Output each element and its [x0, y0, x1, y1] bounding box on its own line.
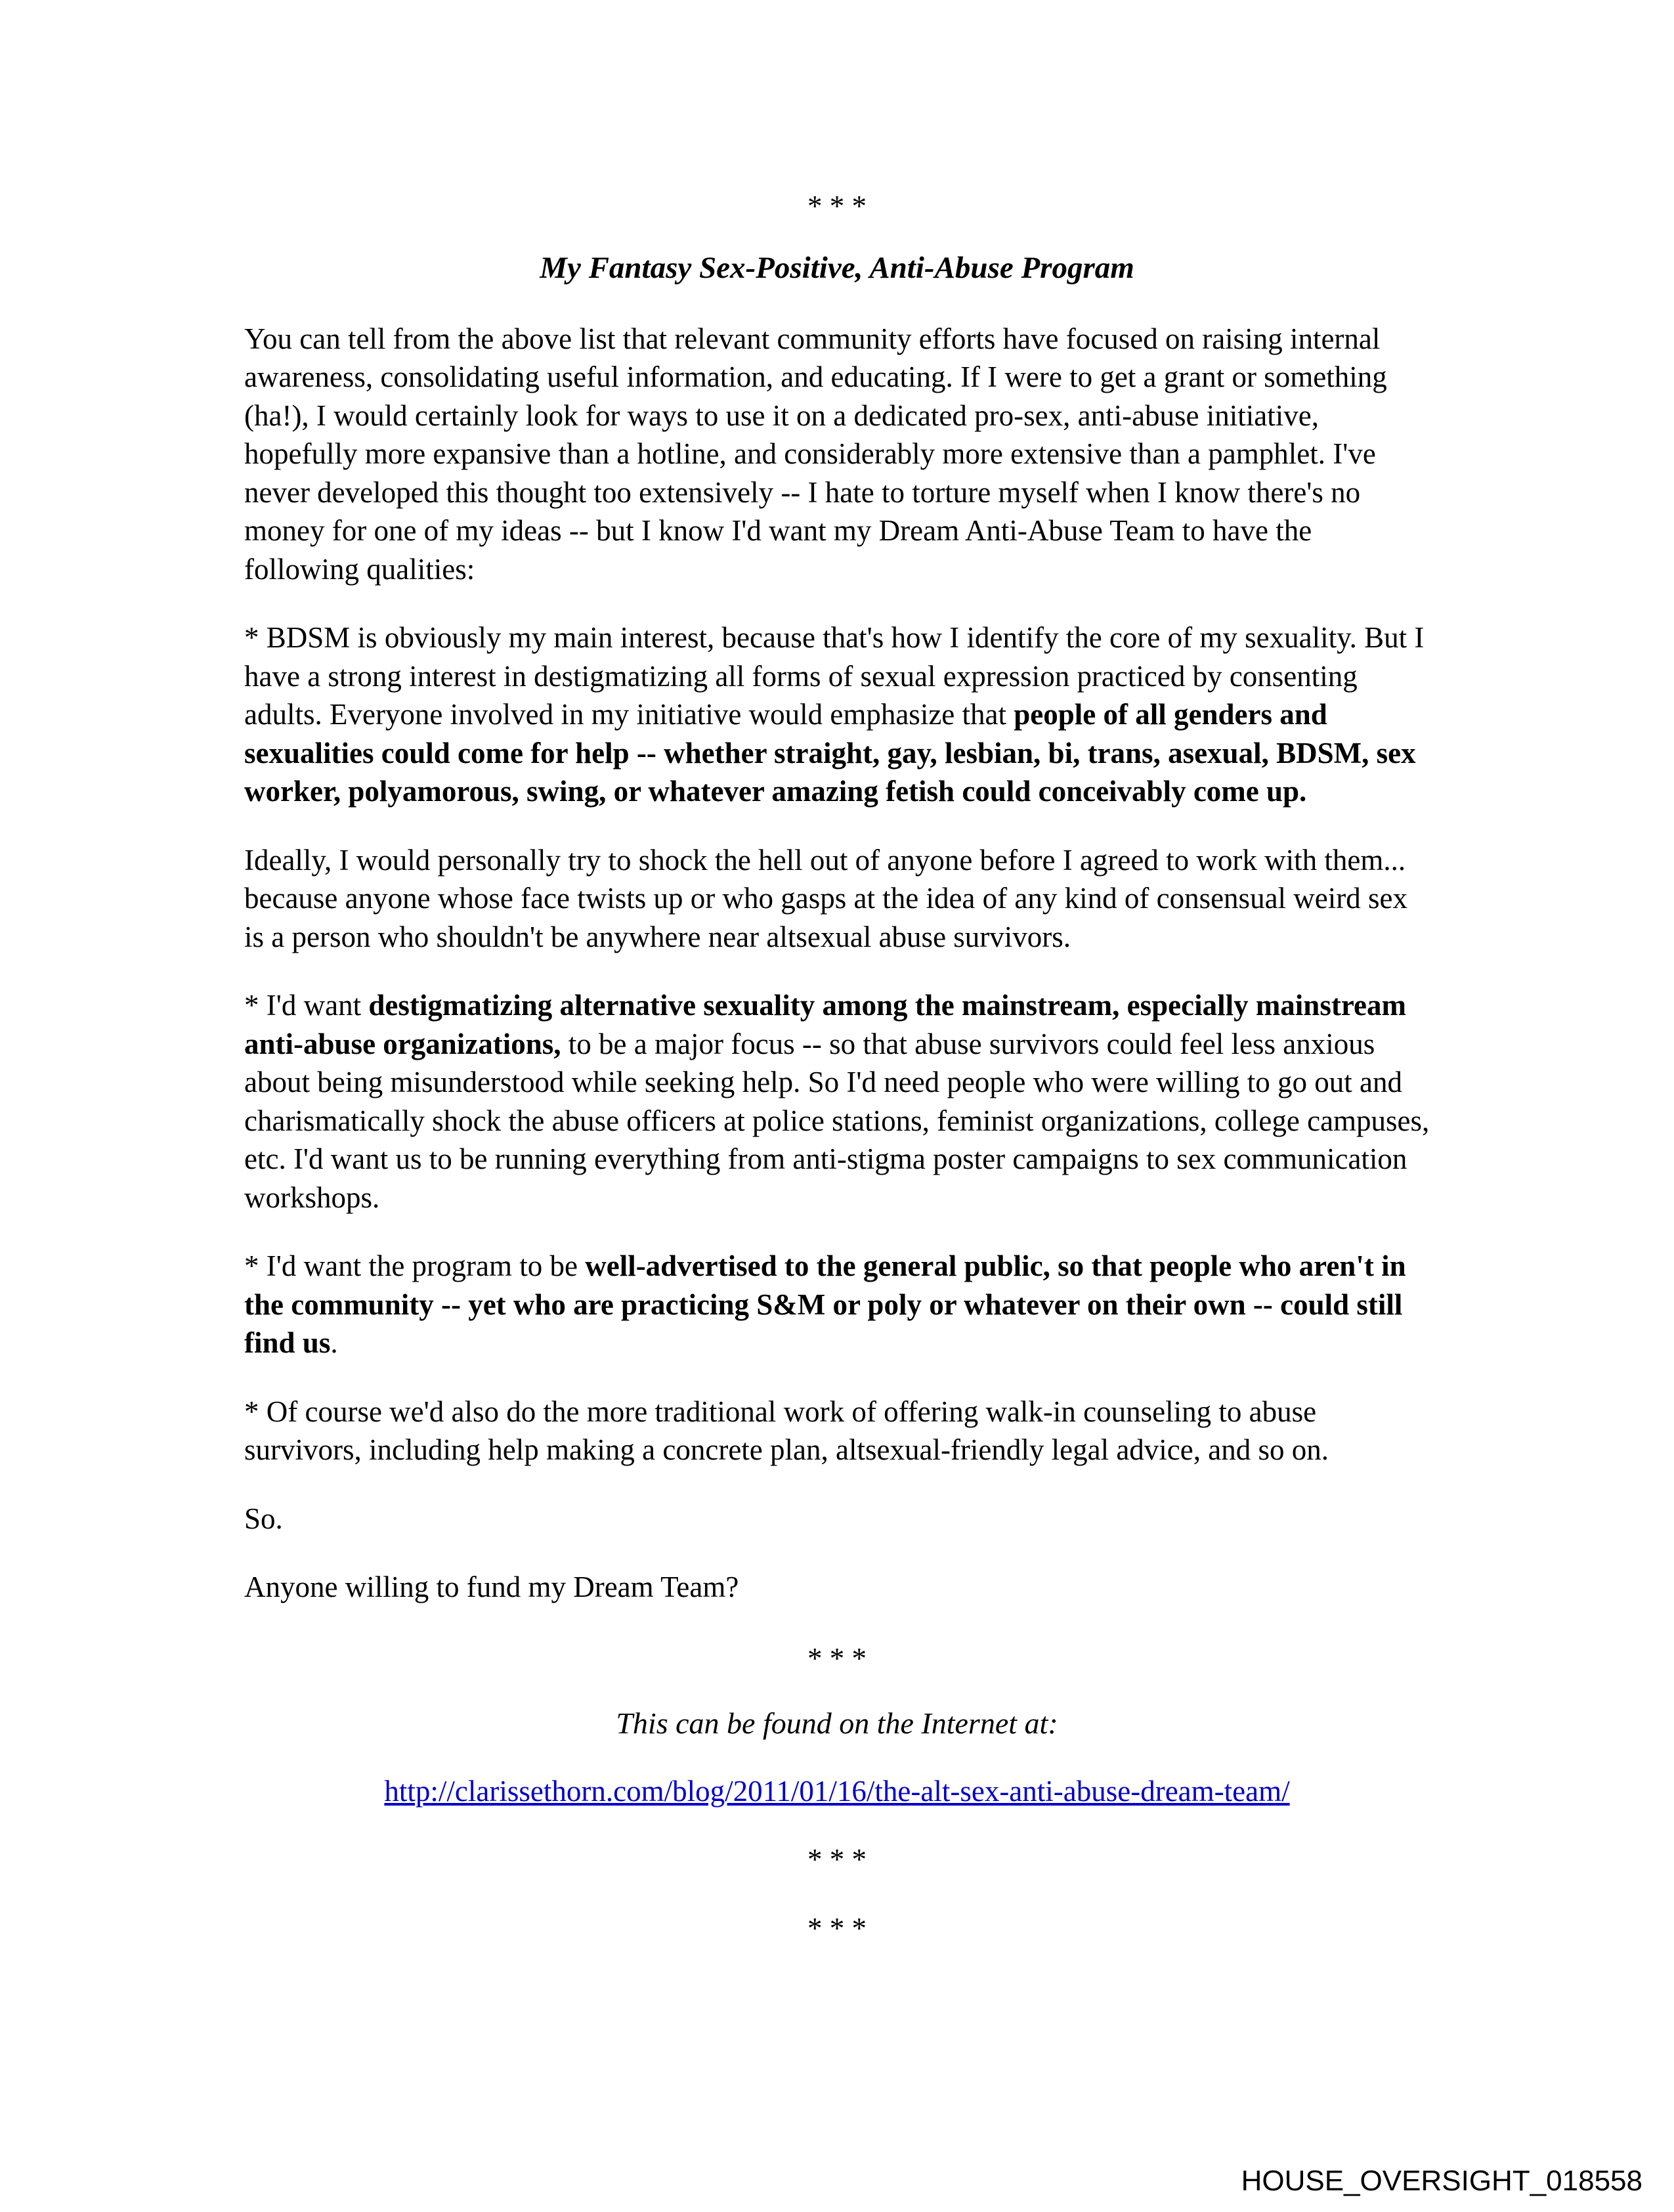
paragraph-text: So. — [244, 1502, 283, 1535]
paragraph-text: to be a major focus -- so that abuse survivors could feel less anxious about being misunderstood while seeking help. So I'd need people who were willing to go out and charismatically shock the abuse officers at police stations, feminist organizations, college campuses, etc. I'd want us to be running everything from anti-stigma poster campaigns to sex communication workshops. — [244, 1027, 1430, 1214]
paragraph-bold-text: destigmatizing alternative sexuality among the mainstream, especially mainstream anti-abuse organizations, — [244, 989, 1406, 1060]
separator-top: * * * — [807, 190, 867, 223]
paragraph-text: Ideally, I would personally try to shock the hell out of anyone before I agreed to work with them... because anyone whose face twists up or who gasps at the idea of any kind of consensual weird sex is a person who shouldn't be anywhere near altsexual abuse survivors. — [244, 843, 1407, 953]
paragraph-text: Anyone willing to fund my Dream Team? — [244, 1571, 739, 1604]
paragraph-destigmatizing — [244, 986, 1430, 1217]
separator-bottom-2: * * * — [807, 1911, 867, 1945]
separator-mid: * * * — [807, 1641, 867, 1675]
paragraph-intro — [244, 320, 1430, 589]
paragraph-bdsm-interest — [244, 618, 1430, 811]
paragraph-bold-text: well-advertised to the general public, so that people who aren't in the community -- yet who are practicing S&M or poly or whatever on their own -- could still find us — [244, 1249, 1406, 1360]
paragraph-text: * I'd want — [244, 989, 369, 1022]
paragraph-text: * I'd want the program to be — [244, 1249, 586, 1283]
internet-note: This can be found on the Internet at: — [616, 1706, 1058, 1741]
page-title: My Fantasy Sex-Positive, Anti-Abuse Program — [540, 250, 1134, 285]
paragraph-text: You can tell from the above list that relevant community efforts have focused on raising internal awareness, consolidating useful information, and educating. If I were to get a grant or something (ha!), I would certainly look for ways to use it on a dedicated pro-sex, anti-abuse initiative, hopefully more expansive than a hotline, and considerably more extensive than a pamphlet. I've never developed this thought too extensively -- I hate to torture myself when I know there's no money for one of my ideas -- but I know I'd want my Dream Anti-Abuse Team to have the following qualities: — [244, 322, 1387, 586]
paragraph-bold-text: people of all genders and sexualities could come for help -- whether straight, gay, lesbian, bi, trans, asexual, BDSM, sex worker, polyamorous, swing, or whatever amazing fetish could conceivably come up. — [244, 698, 1416, 808]
separator-bottom-1: * * * — [807, 1843, 867, 1876]
link-line — [244, 1772, 1430, 1811]
paragraph-text: . — [330, 1326, 338, 1360]
paragraph-fund-question — [244, 1568, 1430, 1607]
bates-number: HOUSE_OVERSIGHT_018558 — [1241, 2165, 1642, 2197]
paragraph-traditional-work — [244, 1393, 1430, 1469]
paragraph-well-advertised — [244, 1247, 1430, 1362]
paragraph-shock-test — [244, 841, 1430, 957]
paragraph-text: * Of course we'd also do the more traditional work of offering walk-in counseling to abuse survivors, including help making a concrete plan, altsexual-friendly legal advice, and so on. — [244, 1395, 1329, 1467]
paragraph-text: * BDSM is obviously my main interest, because that's how I identify the core of my sexuality. But I have a strong interest in destigmatizing all forms of sexual expression practiced by consenting adults. Everyone involved in my initiative would emphasize that — [244, 621, 1425, 731]
blog-hyperlink[interactable]: http://clarissethorn.com/blog/2011/01/16/the-alt-sex-anti-abuse-dream-team/ — [384, 1774, 1290, 1808]
paragraph-so — [244, 1500, 1430, 1538]
